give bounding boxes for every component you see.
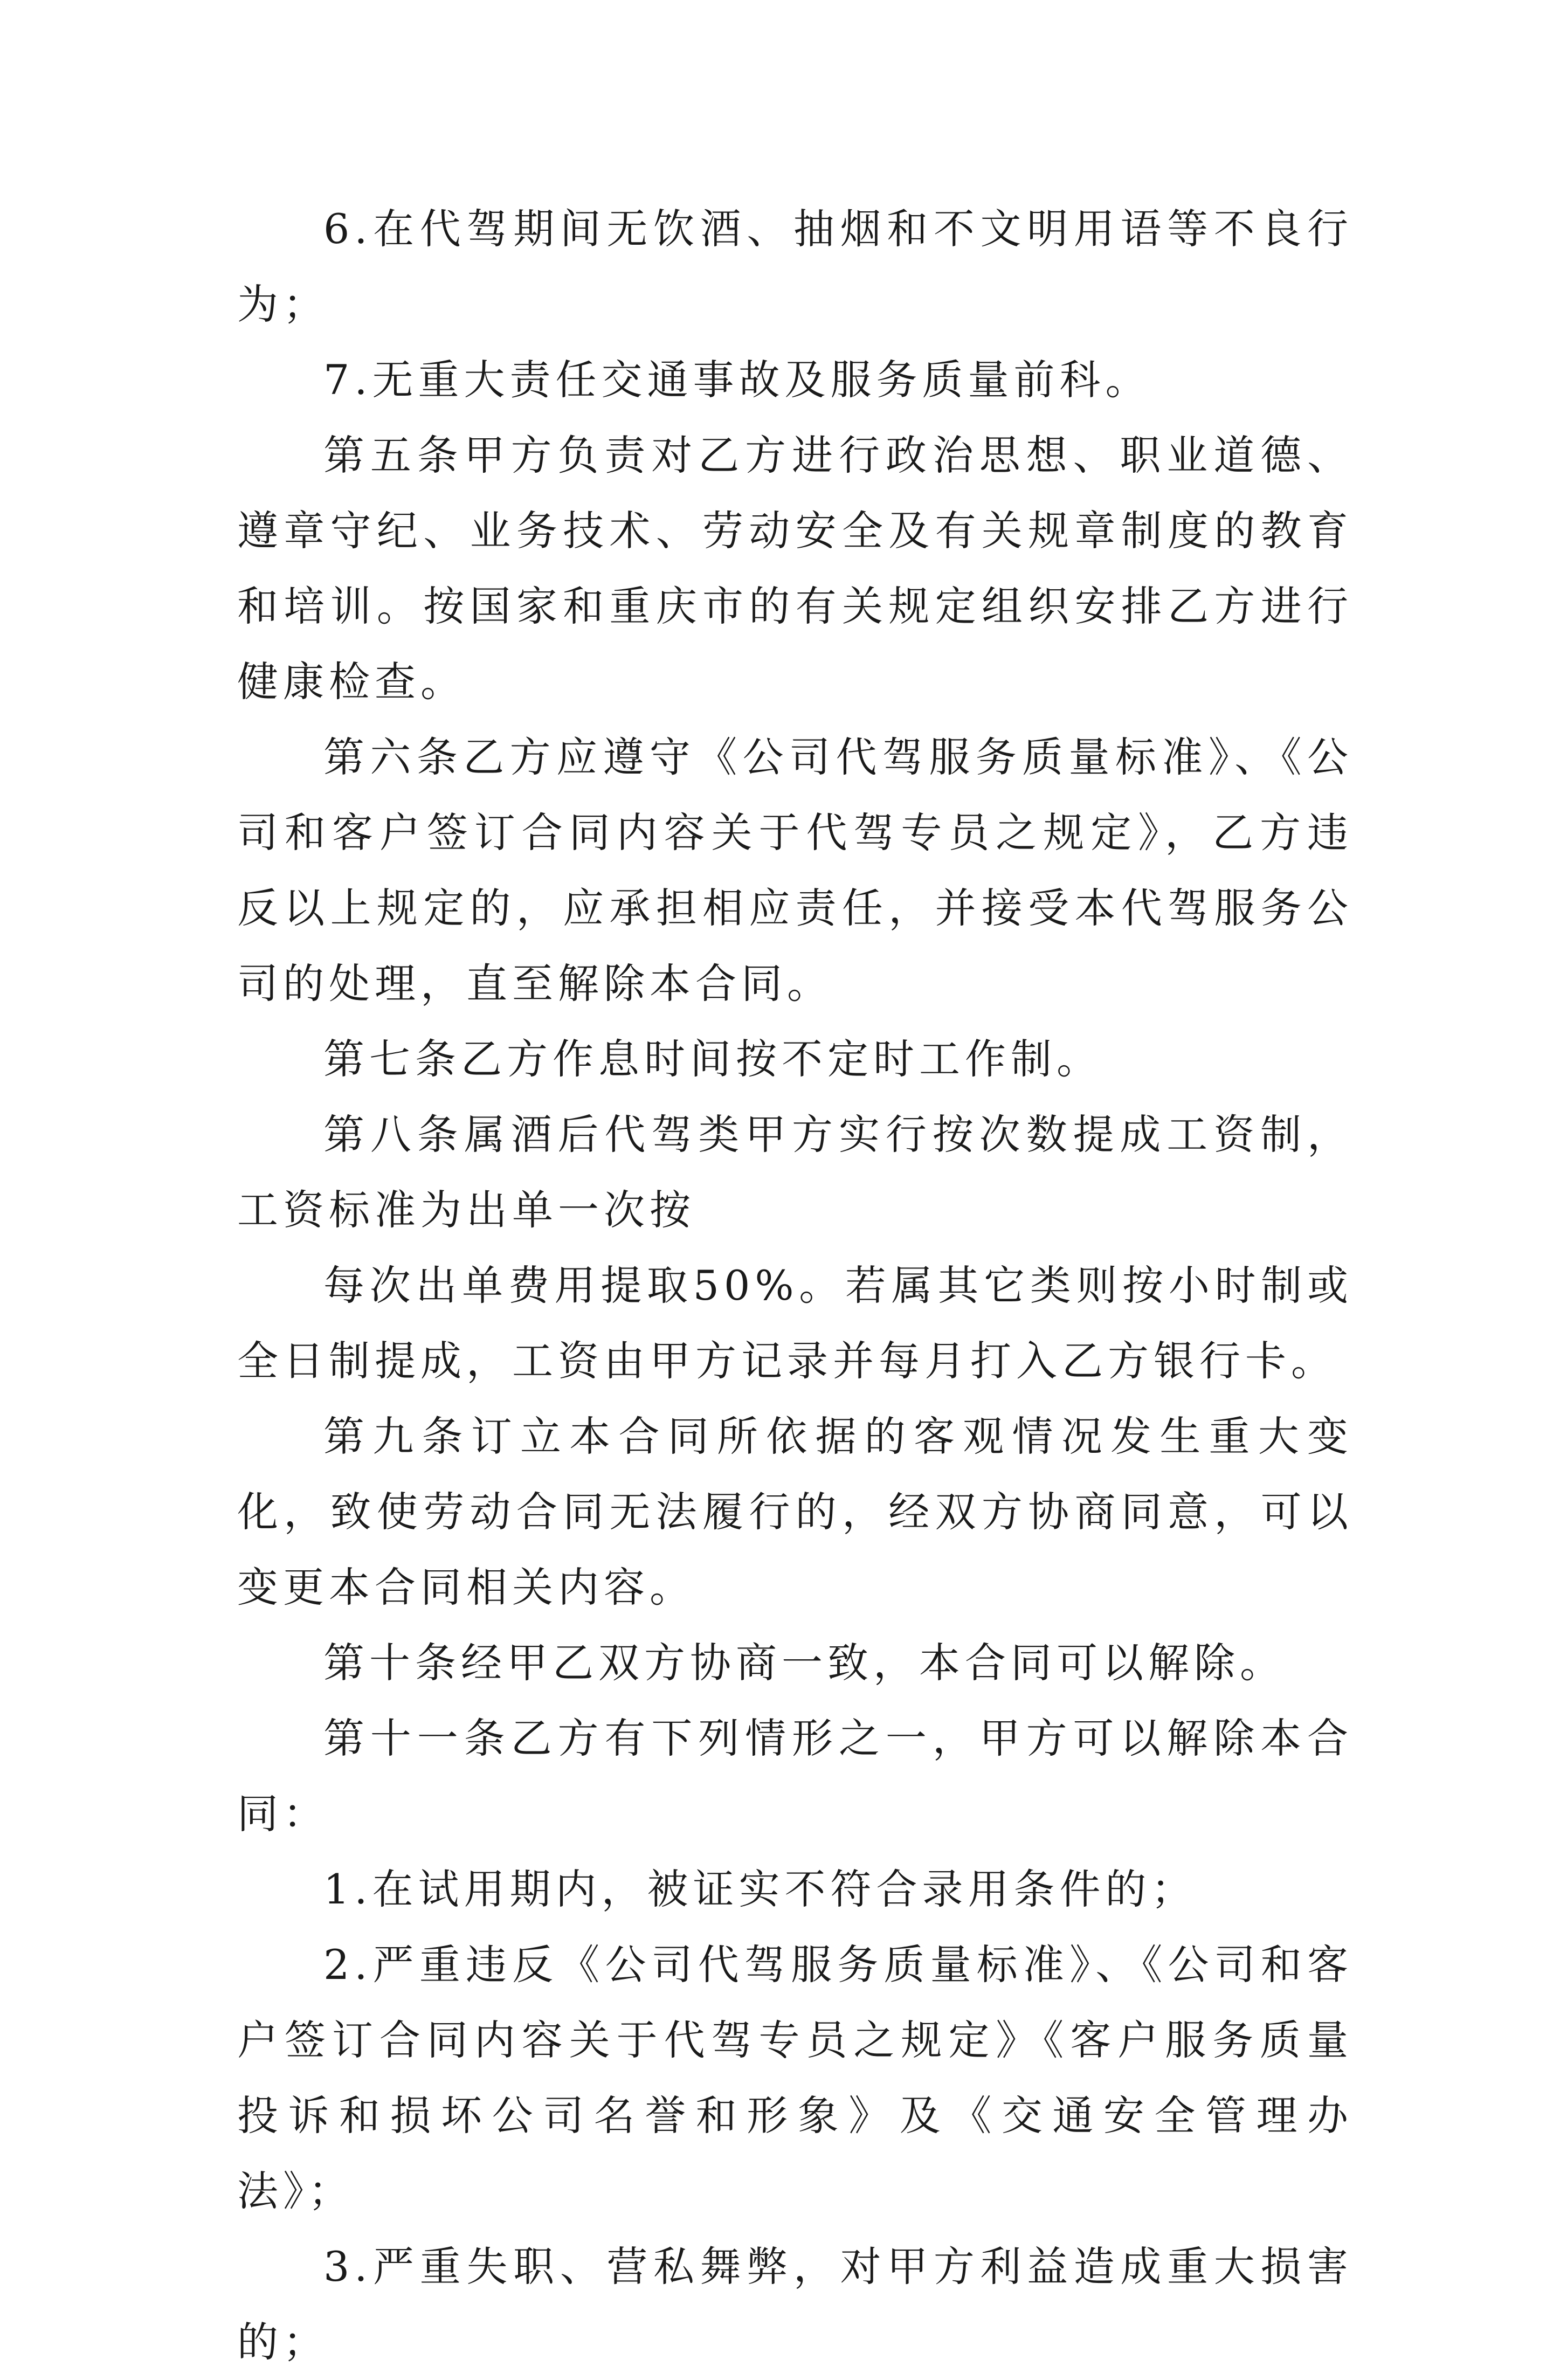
paragraph-list-item-3: 3.严重失职、营私舞弊，对甲方利益造成重大损害的；	[237, 2243, 1353, 2366]
paragraph-item-6: 6.在代驾期间无饮酒、抽烟和不文明用语等不良行为；	[237, 205, 1353, 328]
paragraph-article-11: 第十一条乙方有下列情形之一，甲方可以解除本合同：	[237, 1714, 1353, 1838]
paragraph-article-6: 第六条乙方应遵守《公司代驾服务质量标准》、《公司和客户签订合同内容关于代驾专员之规定》，乙方违反以上规定的，应承担相应责任，并接受本代驾服务公司的处理，直至解除本合同。	[237, 733, 1353, 1008]
paragraph-article-8: 第八条属酒后代驾类甲方实行按次数提成工资制，工资标准为出单一次按	[237, 1110, 1353, 1234]
paragraph-item-7: 7.无重大责任交通事故及服务质量前科。	[323, 356, 1151, 404]
paragraph-article-9: 第九条订立本合同所依据的客观情况发生重大变化，致使劳动合同无法履行的，经双方协商同意，可以变更本合同相关内容。	[237, 1412, 1353, 1611]
paragraph-list-item-2: 2.严重违反《公司代驾服务质量标准》、《公司和客户签订合同内容关于代驾专员之规定》《客户服务质量投诉和损坏公司名誉和形象》及《交通安全管理办法》；	[237, 1941, 1353, 2215]
paragraph-list-item-1: 1.在试用期内，被证实不符合录用条件的；	[323, 1865, 1197, 1913]
paragraph-article-5: 第五条甲方负责对乙方进行政治思想、职业道德、遵章守纪、业务技术、劳动安全及有关规章制度的教育和培训。按国家和重庆市的有关规定组织安排乙方进行健康检查。	[237, 431, 1353, 706]
paragraph-article-7: 第七条乙方作息时间按不定时工作制。	[323, 1035, 1102, 1083]
paragraph-article-8-continued: 每次出单费用提取50%。若属其它类则按小时制或全日制提成，工资由甲方记录并每月打入乙方银行卡。	[237, 1261, 1353, 1385]
paragraph-article-10: 第十条经甲乙双方协商一致，本合同可以解除。	[323, 1639, 1286, 1687]
document-body	[237, 191, 1353, 2380]
